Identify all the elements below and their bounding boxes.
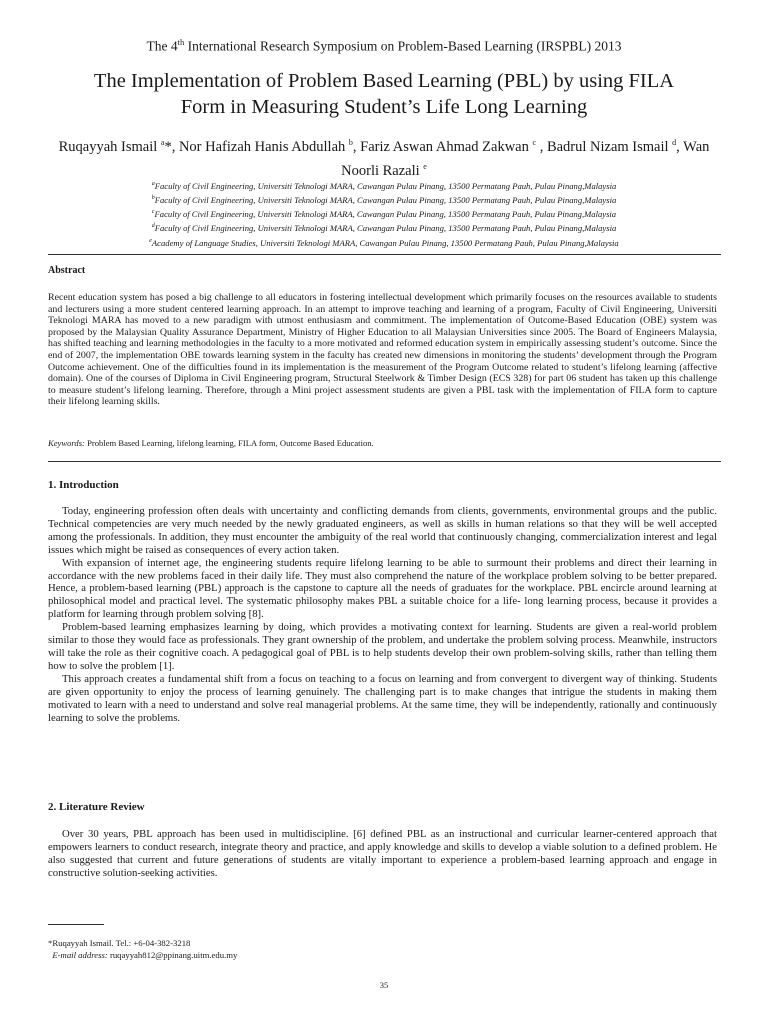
abstract-bottom-rule bbox=[48, 461, 721, 462]
footnote-email-line bbox=[48, 949, 237, 961]
affiliation-sup: a bbox=[151, 181, 155, 187]
keywords-text: Problem Based Learning, lifelong learning, FILA form, Outcome Based Education. bbox=[84, 438, 374, 448]
affiliation-text: Faculty of Civil Engineering, Universiti Teknologi MARA, Cawangan Pulau Pinang, 13500 Permatang Pauh, Pulau Pinang,Malaysia bbox=[154, 180, 617, 191]
affiliation-sup: e bbox=[149, 237, 152, 244]
author-separator: , bbox=[352, 138, 361, 155]
literature-body bbox=[48, 828, 717, 880]
email-address: ruqayyah812@ppinang.uitm.edu.my bbox=[107, 950, 238, 960]
abstract-heading: Abstract bbox=[48, 265, 86, 276]
conference-header bbox=[0, 37, 768, 55]
keywords bbox=[48, 438, 717, 448]
conference-prefix: The 4 bbox=[146, 38, 178, 54]
author bbox=[360, 139, 547, 155]
footnote bbox=[48, 937, 237, 961]
affiliation-text: Faculty of Civil Engineering, Universiti Teknologi MARA, Cawangan Pulau Pinang, 13500 Permatang Pauh, Pulau Pinang,Malaysia bbox=[154, 195, 617, 206]
affiliation bbox=[40, 206, 728, 220]
abstract-top-rule bbox=[48, 254, 721, 255]
section-heading-literature: 2. Literature Review bbox=[48, 801, 145, 813]
author-name: Ruqayyah Ismail bbox=[58, 138, 161, 155]
abstract-text: Recent education system has posed a big challenge to all educators in fostering intellectual development which primarily focuses on the resources available to students and lecturers using a more student centered learning approach. In an attempt to improve teaching and learning of a program, Faculty of Civil Engineering, Universiti Teknologi MARA has moved to a new paradigm with utmost enthusiasm and commitment. The implementation of Outcome-Based Education (OBE) system was proposed by the Malaysian Quality Assurance Department, Ministry of Higher Education to all Malaysian Universities since 2005. The Board of Engineers Malaysia, has shifted teaching and learning methodologies in the faculty to a more motivated and reformed education system in empirically assessing student’s outcome. Since the end of 2007, the implementation OBE towards learning system in the faculty has created new dimensions in monitoring the students’ development through the Program Outcome achievement. One of the difficulties found in its implementation is the measurement of the Program Outcome related to student’s lifelong learning (affective domain). One of the courses of Diploma in Civil Engineering program, Structural Steelwork & Timber Design (ECS 328) for part 06 student has taken up this challenge to measure student’s lifelong learning. Therefore, through a Mini project assessment students are given a PBL task with the implementation of FILA form to capture their lifelong learning skills. bbox=[48, 292, 717, 408]
keywords-label: Keywords: bbox=[48, 438, 85, 448]
author-separator: *, bbox=[164, 138, 179, 155]
author-sup: e bbox=[423, 161, 427, 171]
affiliation-text: Faculty of Civil Engineering, Universiti Teknologi MARA, Cawangan Pulau Pinang, 13500 Permatang Pauh, Pulau Pinang,Malaysia bbox=[154, 209, 617, 220]
section-heading-introduction: 1. Introduction bbox=[48, 479, 119, 491]
paragraph: This approach creates a fundamental shift from a focus on teaching to a focus on learning and from convergent to divergent way of thinking. Students are given opportunity to enjoy the process of learning genuinely. The challenging part is to make changes that intrigue the students in making them motivated to learn with a need to understand and solve real managerial problems. At the same time, they will be independently, rationally and continuously learning to solve the problems. bbox=[48, 672, 717, 724]
paragraph: Over 30 years, PBL approach has been used in multidiscipline. [6] defined PBL as an instructional and curricular learner-centered approach that empowers learners to conduct research, integrate theory and practice, and apply knowledge and skills to develop a viable solution to a defined problem. He also suggested that current and future generations of students are vitally important to experience a problem-based learning approach and engage in constructive solution-seeking activities. bbox=[48, 828, 717, 879]
author-sup: c bbox=[532, 138, 537, 147]
affiliation-sup: c bbox=[151, 209, 155, 216]
author bbox=[179, 139, 360, 155]
affiliations bbox=[40, 178, 728, 249]
author-separator: , bbox=[676, 138, 684, 155]
affiliation-text: Academy of Language Studies, Universiti Teknologi MARA, Cawangan Pulau Pinang, 13500 Permatang Pauh, Pulau Pinang,Malaysia bbox=[151, 237, 619, 248]
affiliation bbox=[40, 178, 728, 192]
title-line-1: The Implementation of Problem Based Learning (PBL) by using FILA bbox=[93, 70, 675, 92]
author-sup: d bbox=[672, 138, 677, 147]
paragraph: With expansion of internet age, the engineering students require lifelong learning to be able to surmount their problems and direct their learning in accordance with the new problems faced in their daily life. They must also comprehend the nature of the workplace problem solving to be better prepared. Hence, a problem-based learning (PBL) approach is the capstone to capture all the needs of graduates for the workplace. PBL encircle around learning at philosophical model and practical level. The systematic philosophy makes PBL a suitable choice for a life- long learning process, because it provides a platform for learning through problem solving [8]. bbox=[48, 556, 717, 621]
paragraph: Problem-based learning emphasizes learning by doing, which provides a motivating context for learning. Students are given a real-world problem similar to those they would face as professionals. They grant ownership of the problem, and undertake the problem solving process. Meanwhile, instructors will take the role as their cognitive coach. A pedagogical goal of PBL is to help students develop their own problem-solving skills, rather than telling them how to solve the problem [1]. bbox=[48, 621, 717, 672]
affiliation-sup: b bbox=[151, 195, 155, 202]
author bbox=[59, 139, 179, 155]
affiliation bbox=[40, 220, 728, 234]
author-list bbox=[40, 133, 728, 181]
conference-suffix: International Research Symposium on Problem-Based Learning (IRSPBL) 2013 bbox=[184, 38, 622, 54]
affiliation-sup: d bbox=[151, 223, 155, 230]
author-separator: , bbox=[536, 138, 547, 155]
footnote-rule bbox=[48, 924, 104, 925]
title-line-2: Form in Measuring Student’s Life Long Learning bbox=[180, 96, 588, 118]
author-name: Badrul Nizam Ismail bbox=[546, 138, 673, 155]
paragraph: Today, engineering profession often deals with uncertainty and conflicting demands from clients, governments, environmental groups and the public. Technical competencies are very much needed by the newly graduated engineers, as well as skills in human relations so that they will be well accepted among the professionals. In addition, they must encounter the ambiguity of the real world that continuously changing, commercialization interest and legal issues which might be raised as consequences of every action taken. bbox=[48, 505, 717, 556]
author-sup: a bbox=[160, 138, 165, 147]
affiliation bbox=[40, 192, 728, 206]
author-name: Fariz Aswan Ahmad Zakwan bbox=[360, 138, 533, 155]
author bbox=[547, 139, 683, 155]
page-number: 35 bbox=[379, 980, 389, 990]
author-sup: b bbox=[348, 138, 353, 147]
affiliation-text: Faculty of Civil Engineering, Universiti Teknologi MARA, Cawangan Pulau Pinang, 13500 Permatang Pauh, Pulau Pinang,Malaysia bbox=[154, 223, 617, 234]
author-name: Wan Noorli Razali bbox=[341, 138, 710, 179]
footnote-contact: *Ruqayyah Ismail. Tel.: +6-04-382-3218 bbox=[48, 938, 191, 948]
affiliation bbox=[40, 235, 728, 249]
email-label: E-mail address: bbox=[52, 950, 108, 960]
conference-sup: th bbox=[177, 37, 185, 47]
paper-title bbox=[40, 68, 728, 120]
introduction-body bbox=[48, 505, 717, 724]
author-name: Nor Hafizah Hanis Abdullah bbox=[178, 138, 349, 155]
